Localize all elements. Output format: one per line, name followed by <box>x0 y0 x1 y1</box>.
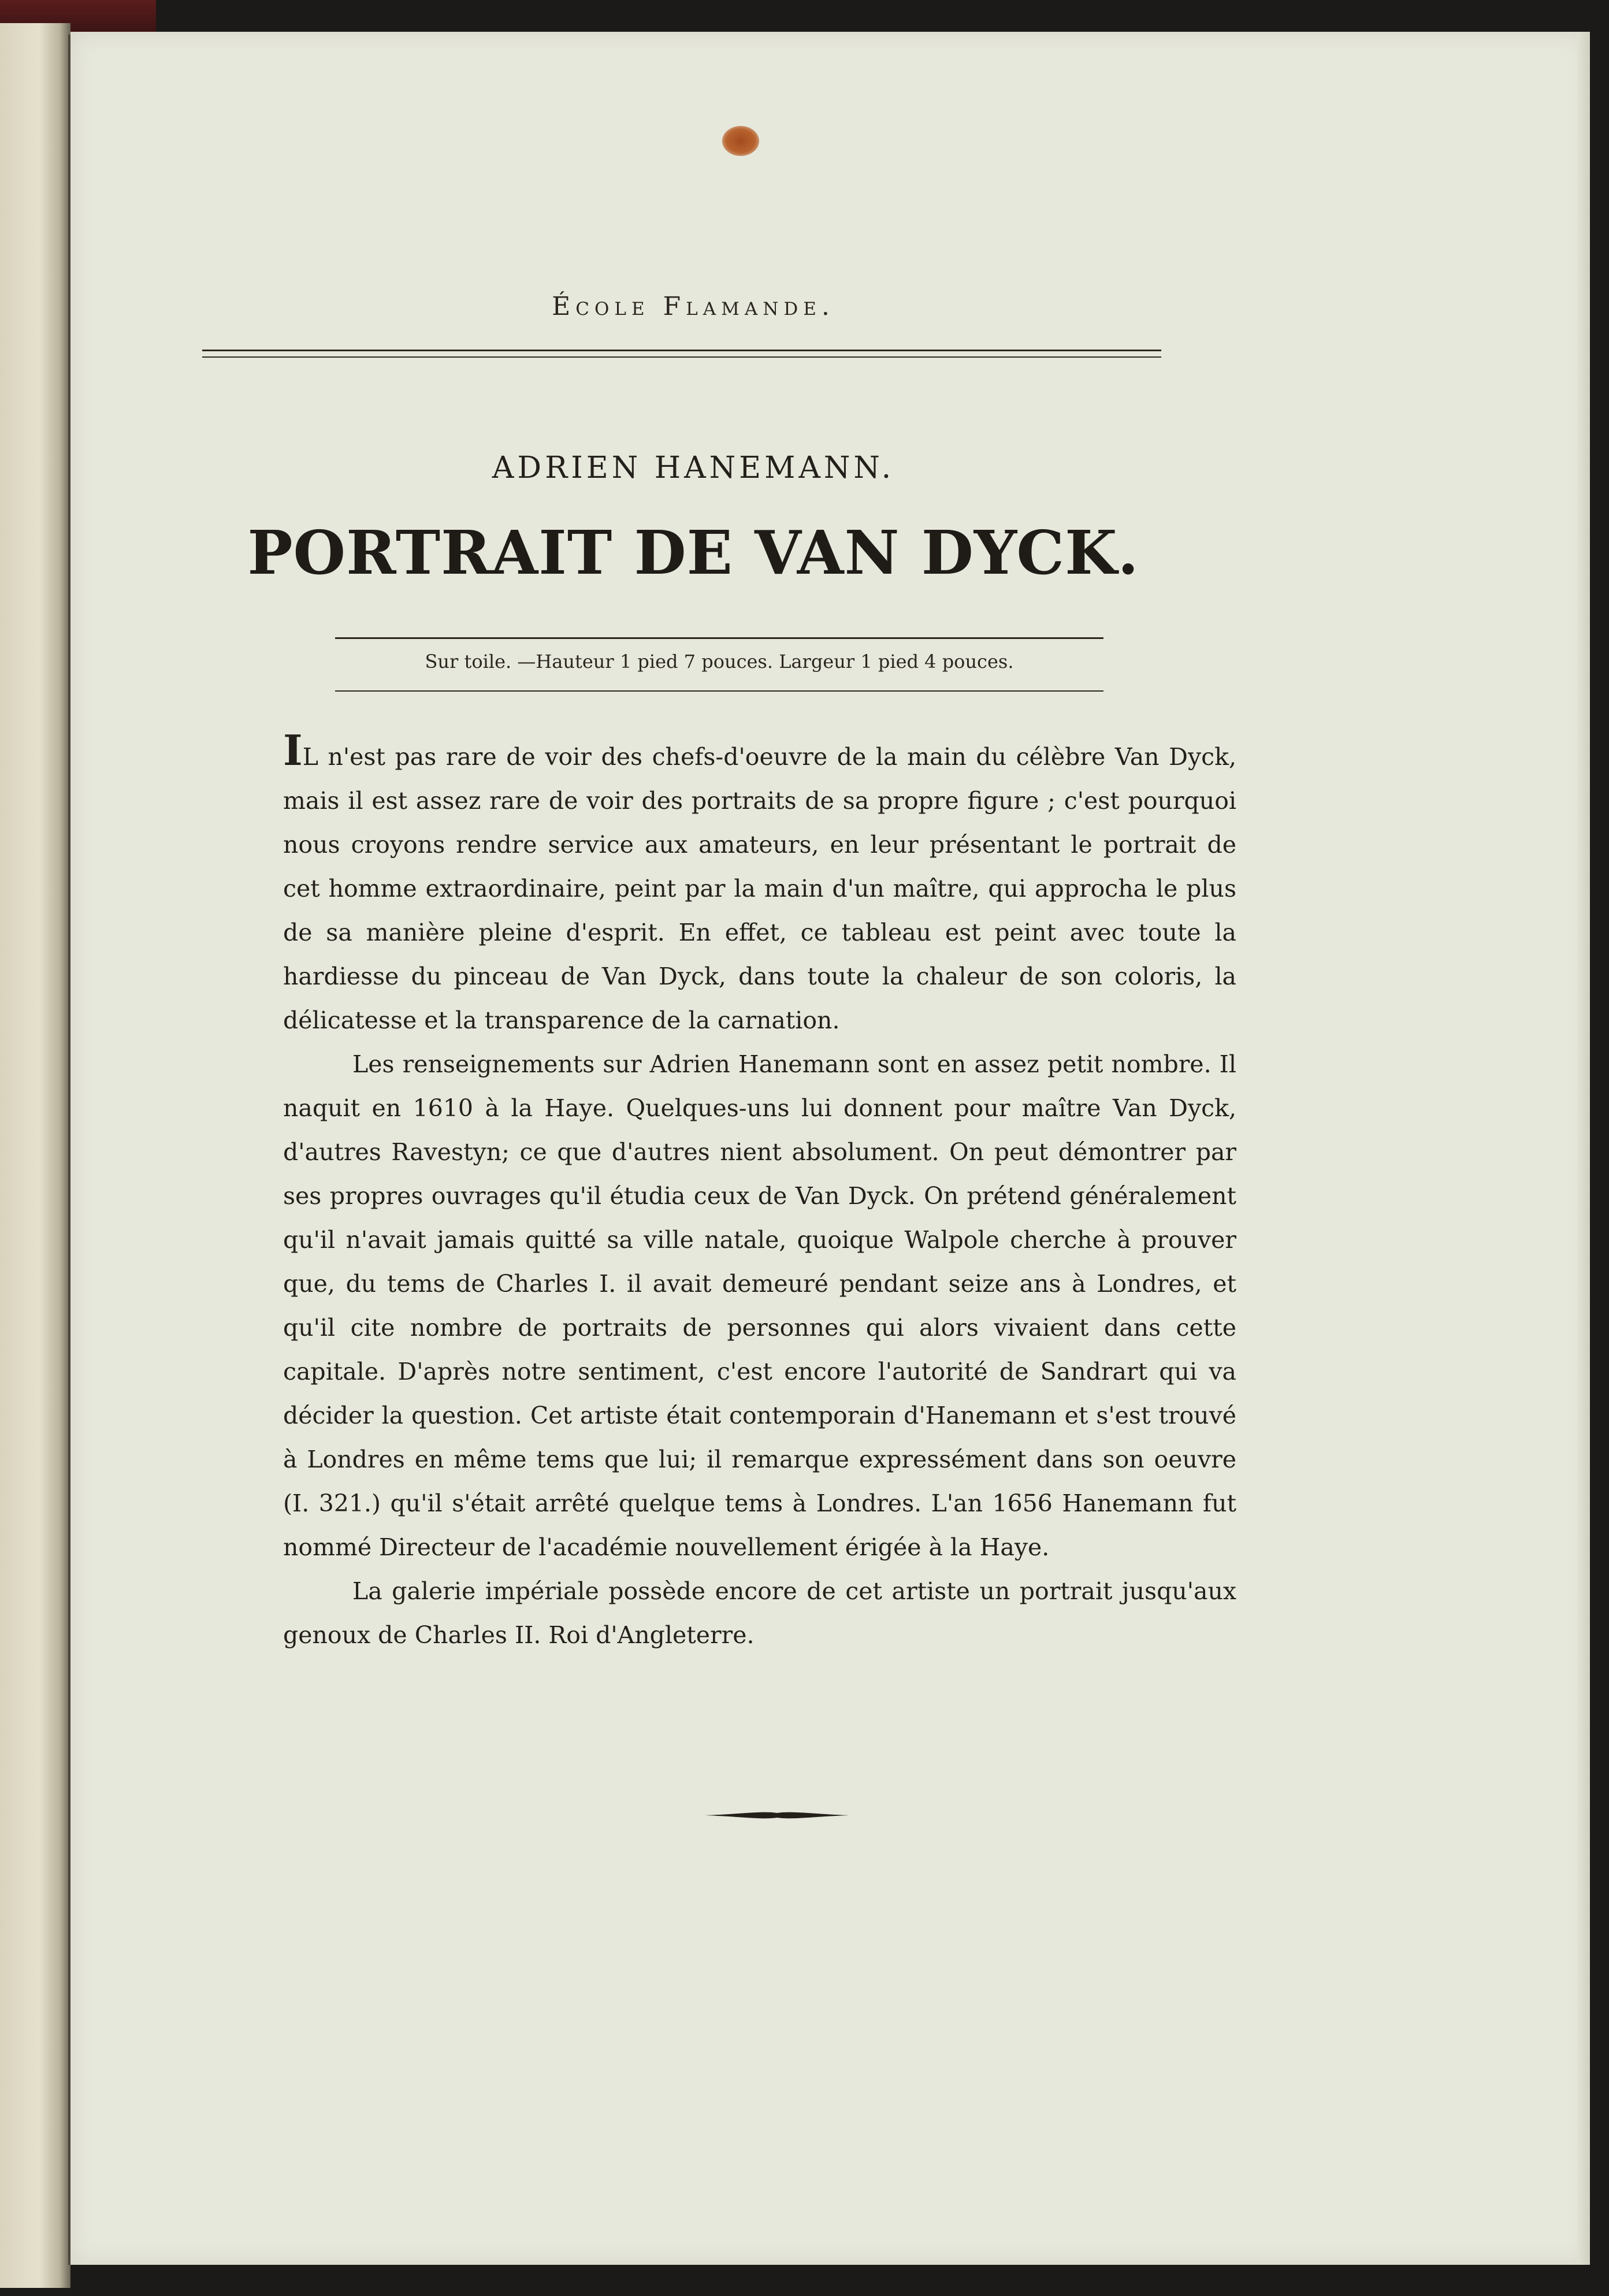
header-double-rule <box>202 350 1161 358</box>
drop-cap: I <box>283 726 303 775</box>
running-head: École Flamande. <box>552 292 835 321</box>
dimensions-line: Sur toile. —Hauteur 1 pied 7 pouces. Largeur 1 pied 4 pouces. <box>425 651 1014 673</box>
page-title: PORTRAIT DE VAN DYCK. <box>247 517 1139 588</box>
paragraph-1 <box>283 726 1236 1042</box>
artist-name: ADRIEN HANEMANN. <box>492 451 895 485</box>
dimensions-bottom-rule <box>335 690 1103 692</box>
paragraph-3: La galerie impériale possède encore de cet artiste un portrait jusqu'aux genoux de Charles II. Roi d'Angleterre. <box>283 1577 1236 1649</box>
body-text <box>283 726 1236 1657</box>
dimensions-top-rule <box>335 637 1103 639</box>
previous-page-edge <box>0 23 70 2288</box>
paragraph-1-text: L n'est pas rare de voir des chefs-d'oeuvre de la main du célèbre Van Dyck, mais il est assez rare de voir des portraits de sa propre figure ; c'est pourquoi nous croyons rendre service aux amateurs, en leur présentant le portrait de cet homme extraordinaire, peint par la main d'un maître, qui approcha le plus de sa manière pleine d'esprit. En effet, ce tableau est peint avec toute la hardiesse du pinceau de Van Dyck, dans toute la chaleur de son coloris, la délicatesse et la transparence de la carnation. <box>283 743 1236 1034</box>
page-edge <box>1577 32 1590 2265</box>
ink-stain <box>722 126 759 156</box>
paragraph-2: Les renseignements sur Adrien Hanemann sont en assez petit nombre. Il naquit en 1610 à la Haye. Quelques-uns lui donnent pour maître Van Dyck, d'autres Ravestyn; ce que d'autres nient absolument. On peut démontrer par ses propres ouvrages qu'il étudia ceux de Van Dyck. On prétend généralement qu'il n'avait jamais quitté sa ville natale, quoique Walpole cherche à prouver que, du tems de Charles I. il avait demeuré pendant seize ans à Londres, et qu'il cite nombre de portraits de personnes qui alors vivaient dans cette capitale. D'après notre sentiment, c'est encore l'autorité de Sandrart qui va décider la question. Cet artiste était contemporain d'Hanemann et s'est trouvé à Londres en même tems que lui; il remarque expressément dans son oeuvre (I. 321.) qu'il s'était arrêté quelque tems à Londres. L'an 1656 Hanemann fut nommé Directeur de l'académie nouvellement érigée à la Haye. <box>283 1050 1236 1561</box>
end-ornament <box>705 1808 849 1822</box>
